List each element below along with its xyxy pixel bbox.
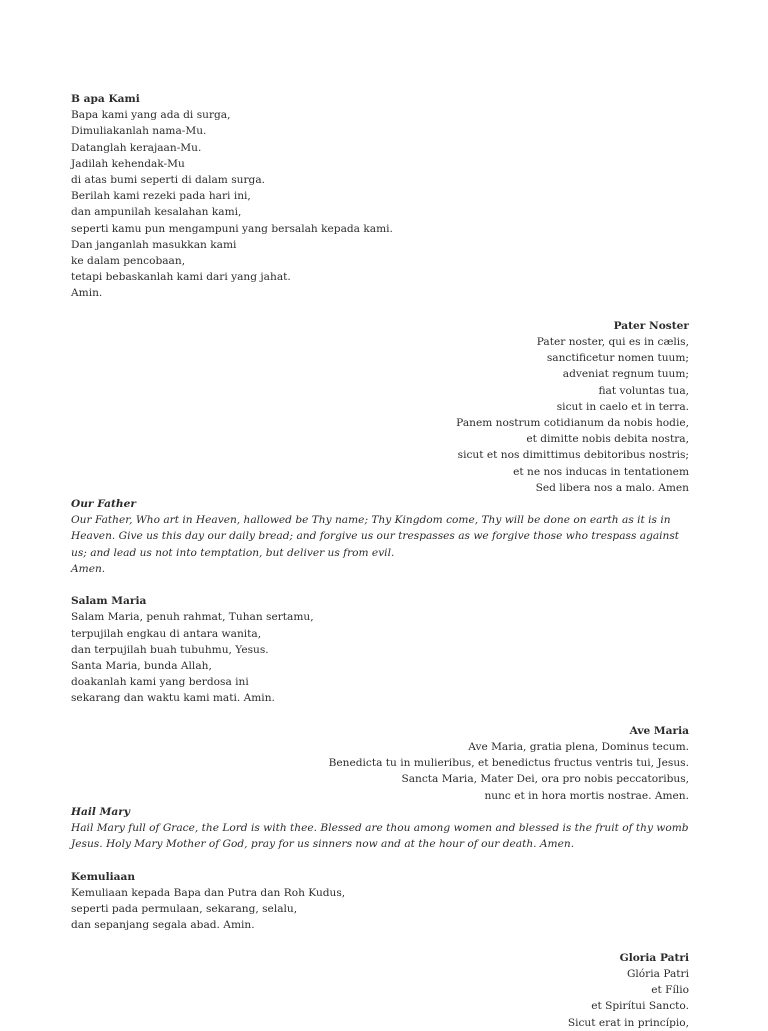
section-spacer <box>71 302 689 318</box>
section-title: Kemuliaan <box>71 870 136 883</box>
prayer-line: et Fílio <box>651 984 689 997</box>
section-title: Hail Mary <box>71 805 130 818</box>
prayer-line: Jadilah kehendak-Mu <box>71 157 185 170</box>
prayer-line: ke dalam pencobaan, <box>71 255 186 268</box>
prayer-line: Pater noster, qui es in cælis, <box>536 336 689 349</box>
prayer-line: Panem nostrum cotidianum da nobis hodie, <box>456 417 689 430</box>
section-title: Ave Maria <box>629 724 689 737</box>
prayer-line: sicut in caelo et in terra. <box>556 400 689 413</box>
prayer-line: terpujilah engkau di antara wanita, <box>71 627 262 640</box>
prayer-line: et dimitte nobis debita nostra, <box>526 433 689 446</box>
prayer-paragraph: Hail Mary full of Grace, the Lord is with thee. Blessed are thou among women and blessed is the fruit of thy womb Jesus. Holy Mary Mother of God, pray for us sinners now and at the hour of our death. Amen. <box>71 822 689 851</box>
prayer-line: sekarang dan waktu kami mati. Amin. <box>71 692 275 705</box>
section-gloria-patri <box>71 950 689 1031</box>
section-spacer <box>71 707 689 723</box>
prayer-line: Ave Maria, gratia plena, Dominus tecum. <box>468 741 689 754</box>
section-title: Our Father <box>71 498 136 511</box>
prayer-line: Dan janganlah masukkan kami <box>71 238 237 251</box>
prayer-line: dan terpujilah buah tubuhmu, Yesus. <box>71 643 269 656</box>
prayer-line: Kemuliaan kepada Bapa dan Putra dan Roh Kudus, <box>71 886 346 899</box>
prayer-line: nunc et in hora mortis nostrae. Amen. <box>484 789 689 802</box>
section-spacer <box>71 853 689 869</box>
section-ave-maria <box>71 723 689 804</box>
prayer-line: Amin. <box>71 287 103 300</box>
prayer-line: Salam Maria, penuh rahmat, Tuhan sertamu, <box>71 611 314 624</box>
prayer-line: seperti pada permulaan, sekarang, selalu, <box>71 903 298 916</box>
prayer-line: di atas bumi seperti di dalam surga. <box>71 174 266 187</box>
section-pater-noster <box>71 318 689 496</box>
prayer-line: Bapa kami yang ada di surga, <box>71 109 231 122</box>
prayer-line: et ne nos inducas in tentationem <box>513 465 689 478</box>
section-title: Salam Maria <box>71 595 147 608</box>
prayer-line: dan sepanjang segala abad. Amin. <box>71 919 255 932</box>
section-kemuliaan <box>71 869 689 934</box>
prayer-line: tetapi bebaskanlah kami dari yang jahat. <box>71 271 291 284</box>
section-hail-mary <box>71 804 689 853</box>
section-title: B apa Kami <box>71 93 140 105</box>
prayer-line: dan ampunilah kesalahan kami, <box>71 206 242 219</box>
prayer-line: Sicut erat in princípio, <box>567 1016 689 1029</box>
prayer-line: sanctificetur nomen tuum; <box>546 352 689 365</box>
prayer-line: adveniat regnum tuum; <box>562 368 689 381</box>
prayer-line: Datanglah kerajaan-Mu. <box>71 141 202 154</box>
section-spacer <box>71 934 689 950</box>
prayer-line: Benedicta tu in mulieribus, et benedictus fructus ventris tui, Jesus. <box>328 757 689 770</box>
section-title: Gloria Patri <box>619 951 689 964</box>
prayer-line: Santa Maria, bunda Allah, <box>71 660 212 673</box>
section-salam-maria <box>71 593 689 706</box>
prayer-line: et Spirítui Sancto. <box>591 1000 689 1013</box>
document-page <box>71 91 689 1031</box>
prayer-line: doakanlah kami yang berdosa ini <box>71 676 249 689</box>
section-bapa-kami <box>71 91 689 302</box>
prayer-line: Amen. <box>71 562 106 575</box>
prayer-line: Berilah kami rezeki pada hari ini, <box>71 190 251 203</box>
section-spacer <box>71 577 689 593</box>
prayer-paragraph: Our Father, Who art in Heaven, hallowed be Thy name; Thy Kingdom come, Thy will be done on earth as it is in Heaven. Give us this day our daily bread; and forgive us our trespasses as we forgive those who trespass against us; and lead us not into temptation, but deliver us from evil. <box>71 514 680 559</box>
prayer-line: fiat voluntas tua, <box>598 384 689 397</box>
prayer-line: Sancta Maria, Mater Dei, ora pro nobis peccatoribus, <box>401 773 689 786</box>
section-our-father <box>71 496 689 577</box>
prayer-line: seperti kamu pun mengampuni yang bersalah kepada kami. <box>71 222 393 235</box>
prayer-line: Glória Patri <box>626 967 689 980</box>
prayer-line: sicut et nos dimittimus debitoribus nostris; <box>457 449 689 462</box>
prayer-line: Sed libera nos a malo. Amen <box>535 481 689 494</box>
section-title: Pater Noster <box>613 319 689 332</box>
prayer-line: Dimuliakanlah nama-Mu. <box>71 125 207 138</box>
